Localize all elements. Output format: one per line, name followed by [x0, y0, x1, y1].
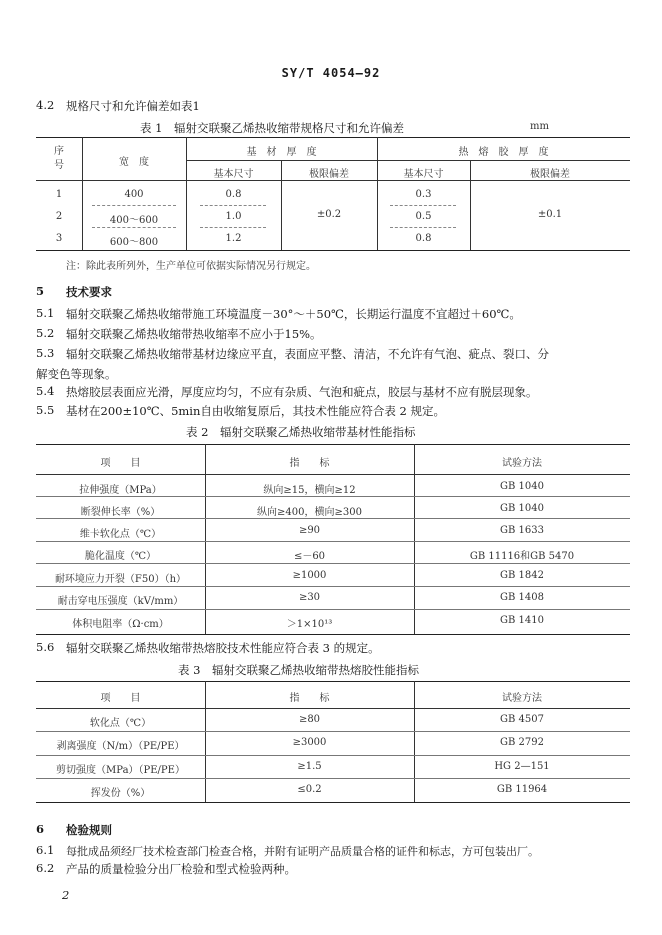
table2-row7-index: ＞1×10¹³ — [286, 619, 333, 630]
table1-row1-adh: 0.3 — [415, 189, 432, 200]
item-5-1-number: 5.1 — [36, 306, 55, 320]
table2-row-separator — [36, 518, 630, 519]
item-6-1-text: 每批成品须经厂技术检查部门检查合格，并附有证明产品质量合格的证件和标志，方可包装出厂。 — [66, 845, 539, 858]
table1-row3-base: 1.2 — [225, 233, 242, 244]
table1-sub-adh-nominal: 基本尺寸 — [403, 169, 444, 180]
table2-row5-index: ≥1000 — [292, 570, 327, 581]
table2-top-rule — [36, 444, 630, 445]
table1-sub-adh-dev: 极限偏差 — [530, 169, 570, 180]
table2-row6-item: 耐击穿电压强度（kV/mm） — [57, 596, 184, 607]
table2-row5-method: GB 1842 — [500, 570, 544, 581]
table2-row3-index: ≥90 — [298, 525, 321, 536]
table1-sub-base-dev: 极限偏差 — [309, 169, 349, 180]
table2-head-bottom-rule — [36, 474, 630, 475]
table2-head-item: 项 目 — [100, 458, 141, 469]
item-5-1-text: 辐射交联聚乙烯热收缩带施工环境温度－30°～＋50℃，长期运行温度不宜超过＋60℃。 — [66, 307, 521, 321]
item-6-2-text: 产品的质量检验分出厂检验和型式检验两种。 — [66, 862, 296, 876]
table2-row2-method: GB 1040 — [500, 503, 544, 514]
table2-row-separator — [36, 541, 630, 542]
table2-row-separator — [36, 609, 630, 610]
table3-row2-index: ≥3000 — [292, 737, 327, 748]
table1-row3-width: 600～800 — [109, 237, 159, 248]
table2-row2-item: 断裂伸长率（%） — [80, 507, 161, 518]
table2-row3-item: 维卡软化点（℃） — [79, 529, 162, 540]
table3-row-separator — [36, 731, 630, 732]
table1-note: 注：除此表所列外，生产单位可依据实际情况另行规定。 — [66, 261, 316, 272]
table1-row-separator — [390, 227, 456, 228]
table3-row4-index: ≤0.2 — [297, 784, 322, 795]
section-4-2-text: 规格尺寸和允许偏差如表1 — [66, 99, 200, 113]
table2-row7-item: 体积电阻率（Ω·cm） — [72, 619, 169, 630]
table2-col-divider-1 — [205, 444, 206, 634]
item-5-2-number: 5.2 — [36, 326, 55, 340]
table3-top-rule — [36, 681, 630, 682]
section-5-number: 5 — [36, 284, 45, 298]
table2-row1-item: 拉伸强度（MPa） — [79, 485, 162, 496]
item-5-3-text: 辐射交联聚乙烯热收缩带基材边缘应平直，表面应平整、清洁，不允许有气泡、疵点、裂口、分 — [66, 347, 549, 361]
table1-row2-width: 400～600 — [109, 215, 159, 226]
table3-caption: 表 3 辐射交联聚乙烯热收缩带热熔胶性能指标 — [178, 663, 419, 677]
table1-row1-width: 400 — [124, 189, 144, 200]
table1-bottom-rule — [36, 250, 630, 251]
table1-head-base: 基 材 厚 度 — [246, 147, 317, 158]
item-5-2-text: 辐射交联聚乙烯热收缩带热收缩率不应小于15%。 — [66, 327, 322, 341]
table1-row2-base: 1.0 — [225, 211, 242, 222]
table3-head-method: 试验方法 — [502, 693, 542, 704]
table1-row2-seq: 2 — [55, 211, 63, 222]
table1-head-bottom-rule — [36, 180, 630, 181]
table2-row6-index: ≥30 — [298, 592, 321, 603]
table2-row4-item: 脆化温度（℃） — [84, 551, 157, 562]
table1-row3-seq: 3 — [55, 233, 63, 244]
table2-row1-index: 纵向≥15，横向≥12 — [263, 485, 356, 496]
table1-sub-base-nominal: 基本尺寸 — [213, 169, 254, 180]
table3-row1-method: GB 4507 — [500, 714, 544, 725]
item-5-5-text: 基材在200±10℃、5min自由收缩复原后，其技术性能应符合表 2 规定。 — [66, 404, 446, 418]
table2-head-method: 试验方法 — [502, 458, 542, 469]
standard-code-header: SY/T 4054—92 — [281, 66, 381, 80]
table1-row1-seq: 1 — [55, 189, 63, 200]
table1-row-separator — [200, 227, 266, 228]
table2-row-separator — [36, 563, 630, 564]
table2-row4-index: ≤－60 — [293, 551, 326, 562]
item-5-6-number: 5.6 — [36, 640, 55, 654]
table2-row-separator — [36, 586, 630, 587]
item-5-6-text: 辐射交联聚乙烯热收缩带热熔胶技术性能应符合表 3 的规定。 — [66, 641, 380, 655]
table1-row-separator — [390, 205, 456, 206]
item-5-4-text: 热熔胶层表面应光滑，厚度应均匀，不应有杂质、气泡和疵点，胶层与基材不应有脱层现象。 — [66, 385, 538, 399]
table2-row2-index: 纵向≥400，横向≥300 — [257, 507, 362, 518]
table2-col-divider-2 — [414, 444, 415, 634]
table1-unit: mm — [530, 121, 549, 132]
table2-row6-method: GB 1408 — [500, 592, 544, 603]
table3-head-item: 项 目 — [100, 693, 141, 704]
section-6-title: 检验规则 — [66, 823, 112, 837]
table3-row1-index: ≥80 — [298, 714, 321, 725]
table2-head-index: 指 标 — [289, 458, 330, 469]
section-4-2-number: 4.2 — [36, 98, 55, 112]
table1-row-separator — [92, 227, 176, 228]
table3-row-separator — [36, 755, 630, 756]
table1-head-seq-a: 序 — [54, 146, 64, 157]
table2-bottom-rule — [36, 634, 630, 635]
item-5-4-number: 5.4 — [36, 384, 55, 398]
table2-row3-method: GB 1633 — [500, 525, 544, 536]
table3-row3-index: ≥1.5 — [297, 761, 322, 772]
table1-caption: 表 1 辐射交联聚乙烯热收缩带规格尺寸和允许偏差 — [140, 121, 404, 135]
table3-row-separator — [36, 778, 630, 779]
table3-head-index: 指 标 — [289, 693, 330, 704]
table2-row-separator — [36, 496, 630, 497]
table2-row4-method: GB 11116和GB 5470 — [469, 551, 575, 562]
table3-head-bottom-rule — [36, 708, 630, 709]
item-5-5-number: 5.5 — [36, 403, 55, 417]
table3-row3-method: HG 2—151 — [494, 761, 550, 772]
table1-base-dev: ±0.2 — [316, 209, 342, 220]
section-6-number: 6 — [36, 822, 45, 836]
table3-row2-method: GB 2792 — [500, 737, 544, 748]
table2-row5-item: 耐环境应力开裂（F50）（h） — [54, 574, 187, 585]
table3-bottom-rule — [36, 802, 630, 803]
table3-row1-item: 软化点（℃） — [89, 718, 152, 729]
table2-row7-method: GB 1410 — [500, 615, 544, 626]
page-number: 2 — [62, 888, 70, 902]
table3-row2-item: 剥离强度（N/m）（PE/PE） — [56, 741, 185, 752]
table1-head-seq-b: 号 — [54, 160, 64, 171]
table1-row1-base: 0.8 — [225, 189, 242, 200]
section-5-title: 技术要求 — [66, 285, 112, 299]
table2-caption: 表 2 辐射交联聚乙烯热收缩带基材性能指标 — [186, 425, 416, 439]
table3-row3-item: 剪切强度（MPa）（PE/PE） — [56, 765, 185, 776]
table1-row3-adh: 0.8 — [415, 233, 432, 244]
table1-adh-dev: ±0.1 — [537, 209, 563, 220]
table1-head-width: 宽 度 — [119, 157, 149, 168]
item-5-3-continuation: 解变色等现象。 — [36, 367, 117, 381]
table1-head-adh: 热 熔 胶 厚 度 — [458, 147, 549, 158]
table1-top-rule — [36, 137, 630, 138]
table3-row4-method: GB 11964 — [496, 784, 548, 795]
table1-subhead-rule — [186, 160, 630, 161]
table3-row4-item: 挥发份（%） — [90, 788, 151, 799]
table2-row1-method: GB 1040 — [500, 481, 544, 492]
item-5-3-number: 5.3 — [36, 346, 55, 360]
item-6-1-number: 6.1 — [36, 843, 55, 857]
item-6-2-number: 6.2 — [36, 861, 55, 875]
table1-row2-adh: 0.5 — [415, 211, 432, 222]
table1-row-separator — [92, 205, 176, 206]
table1-row-separator — [200, 205, 266, 206]
